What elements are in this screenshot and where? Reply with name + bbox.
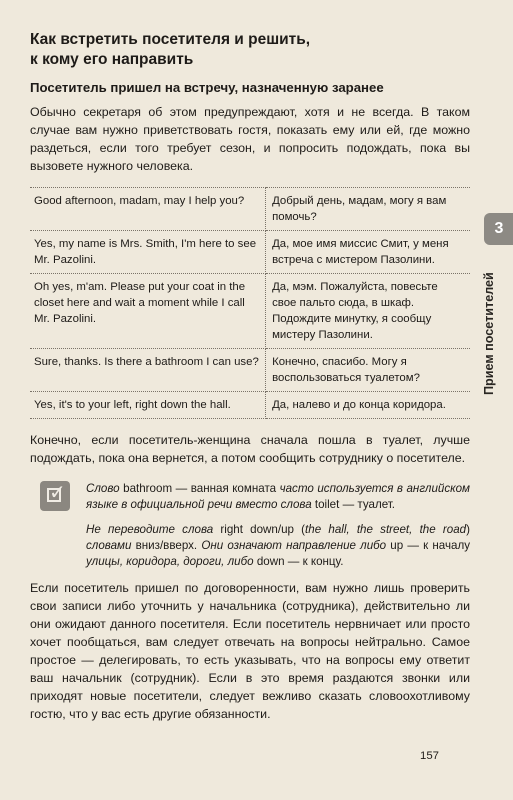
check-mark: ✓ (49, 482, 66, 504)
chapter-number-badge: 3 (484, 213, 513, 245)
note-p2-h: up — к началу (386, 539, 471, 552)
note-paragraph-2 (86, 522, 470, 570)
dialogue-english: Good afternoon, madam, may I help you? (30, 188, 266, 231)
dialogue-row (30, 274, 470, 349)
note-p2-c: the hall, the street, the road (305, 523, 467, 536)
note-p2-j: down — к концу. (253, 555, 344, 568)
chapter-tab (480, 205, 513, 400)
note-p1-b: bathroom — ванная комната (119, 482, 280, 495)
dialogue-row (30, 188, 470, 231)
note-p2-g: Они означают направление либо (201, 539, 387, 552)
section-heading-line2: к кому его направить (30, 51, 194, 68)
note-box (30, 481, 470, 570)
page-number: 157 (420, 750, 440, 762)
section-heading (30, 30, 470, 70)
dialogue-russian: Да, мое имя миссис Смит, у меня встреча с мистером Пазолини. (266, 231, 470, 274)
note-p2-e: словами (86, 539, 132, 552)
closing-paragraph: Если посетитель пришел по договоренности, вам нужно лишь проверить свои записи либо уточнить у начальника (сотрудника), действительно ли они ожидают данного посетителя. Если посетитель нервничает или просто хочет пообщаться, вам следует отвечать на вопросы нейтрально. Самое простое — делегировать, то есть указывать, что на вопросы ему ответит ваш начальник (сотрудник). Если в это время раздаются звонки или приходят новые посетители, следует вежливо сказать словоохотливому гостю, что у вас есть другие обязанности. (30, 581, 470, 721)
dialogue-russian: Добрый день, мадам, могу я вам помочь? (266, 188, 470, 231)
note-p2-a: Не переводите слова (86, 523, 214, 536)
note-p2-b: right down/up ( (213, 523, 306, 536)
chapter-title-vertical: Прием посетителей (482, 272, 496, 395)
note-p1-c: часто используется в английском языке в официальной речи вместо слова (86, 482, 471, 511)
dialogue-row (30, 349, 470, 392)
dialogue-russian: Конечно, спасибо. Могу я воспользоваться туалетом? (266, 349, 470, 392)
note-p1-d: toilet — туалет. (311, 498, 396, 511)
dialogue-english: Sure, thanks. Is there a bathroom I can use? (30, 349, 266, 392)
dialogue-russian: Да, налево и до конца коридора. (266, 392, 470, 419)
after-dialogue-paragraph: Конечно, если посетитель-женщина сначала пошла в туалет, лучше подождать, пока она вернется, а потом сообщить сотруднику о посетителе. (30, 433, 470, 465)
note-p2-f: вниз/вверх. (131, 539, 202, 552)
note-paragraph-1 (86, 481, 470, 513)
section-heading-line1: Как встретить посетителя и решить, (30, 31, 311, 48)
checkbox-check-icon (40, 481, 70, 511)
intro-paragraph: Обычно секретаря об этом предупреждают, хотя и не всегда. В таком случае вам нужно приветствовать гостя, показать ему или ей, где можно раздеться, если того требует сезон, и попросить подождать, пока вы вызовете нужного человека. (30, 105, 470, 173)
dialogue-table (30, 187, 470, 419)
dialogue-english: Yes, it's to your left, right down the hall. (30, 392, 266, 419)
dialogue-english: Oh yes, m'am. Please put your coat in the closet here and wait a moment while I call Mr. Pazolini. (30, 274, 266, 349)
note-p2-d: ) (466, 523, 470, 536)
dialogue-english: Yes, my name is Mrs. Smith, I'm here to see Mr. Pazolini. (30, 231, 266, 274)
dialogue-row (30, 231, 470, 274)
subheading: Посетитель пришел на встречу, назначенную заранее (30, 80, 384, 95)
note-p2-i: улицы, коридора, дороги, либо (86, 555, 254, 568)
note-p1-a: Слово (86, 482, 120, 495)
page-content (30, 30, 470, 723)
dialogue-russian: Да, мэм. Пожалуйста, повесьте свое пальто сюда, в шкаф. Подождите минутку, я сообщу мистеру Пазолини. (266, 274, 470, 349)
dialogue-row (30, 392, 470, 419)
